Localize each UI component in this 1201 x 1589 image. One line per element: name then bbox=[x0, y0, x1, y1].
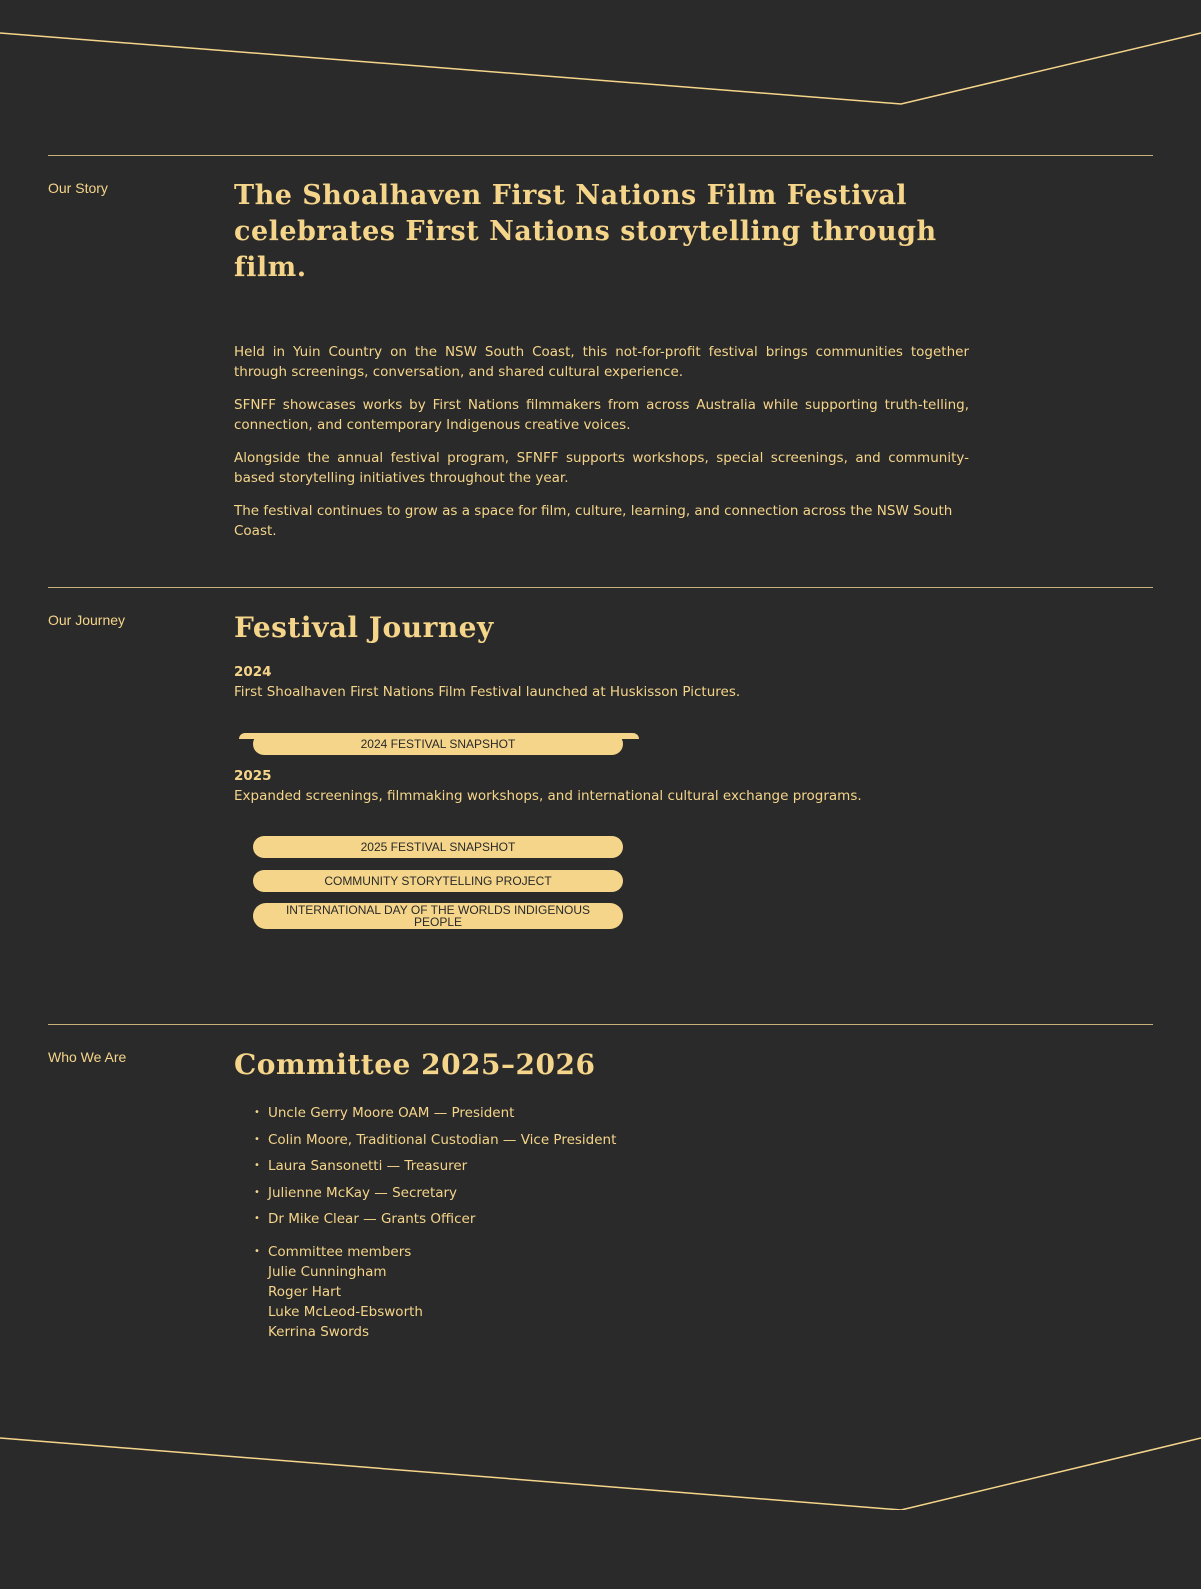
journey-title: Festival Journey bbox=[234, 611, 494, 644]
list-item: • Uncle Gerry Moore OAM — President bbox=[254, 1105, 515, 1121]
story-paragraph: The festival continues to grow as a space for film, culture, learning, and connection across the NSW South Coast. bbox=[234, 503, 953, 539]
bullet-icon: • bbox=[254, 1107, 260, 1118]
member-name: Kerrina Swords bbox=[268, 1324, 370, 1340]
story-paragraph: Held in Yuin Country on the NSW South Coast, this not-for-profit festival brings communities together through screenings, conversation, and shared cultural experience. bbox=[234, 344, 969, 380]
committee-title: Committee 2025–2026 bbox=[234, 1048, 596, 1081]
section-label-story: Our Story bbox=[48, 180, 108, 196]
timeline-text: First Shoalhaven First Nations Film Festival launched at Huskisson Pictures. bbox=[234, 684, 741, 700]
story-body bbox=[234, 178, 969, 554]
list-item: • Dr Mike Clear — Grants Officer bbox=[254, 1211, 476, 1227]
story-paragraph: Alongside the annual festival program, SFNFF supports workshops, special screenings, and community-based storytelling initiatives throughout the year. bbox=[234, 450, 969, 486]
story-title: The Shoalhaven First Nations Film Festival celebrates First Nations storytelling through film. bbox=[234, 180, 937, 283]
timeline-year: 2024 bbox=[234, 664, 272, 680]
journey-section bbox=[48, 587, 1153, 929]
committee-list bbox=[234, 1103, 969, 1342]
snapshot-2025-button[interactable]: 2025 FESTIVAL SNAPSHOT bbox=[253, 836, 623, 858]
committee-body bbox=[234, 1047, 969, 1349]
bullet-icon: • bbox=[254, 1133, 260, 1145]
section-label-committee: Who We Are bbox=[48, 1049, 127, 1065]
story-section bbox=[48, 155, 1153, 539]
bullet-icon: • bbox=[254, 1213, 260, 1224]
timeline-text: Expanded screenings, filmmaking workshops, and international cultural exchange programs. bbox=[234, 788, 862, 804]
bullet-icon: • bbox=[254, 1186, 260, 1198]
section-label-journey: Our Journey bbox=[48, 612, 126, 628]
top-decorative-line bbox=[0, 0, 1201, 110]
list-item-committee-members bbox=[254, 1242, 969, 1342]
list-item: • Colin Moore, Traditional Custodian — Vice President bbox=[254, 1131, 617, 1148]
member-name: Roger Hart bbox=[268, 1284, 342, 1300]
story-paragraphs bbox=[234, 342, 969, 541]
timeline-year: 2025 bbox=[234, 768, 272, 784]
list-item: • Laura Sansonetti — Treasurer bbox=[254, 1158, 468, 1174]
community-storytelling-button[interactable]: COMMUNITY STORYTELLING PROJECT bbox=[253, 870, 623, 892]
committee-section bbox=[48, 1024, 1153, 1340]
journey-body bbox=[234, 610, 969, 929]
list-item: • Julienne McKay — Secretary bbox=[254, 1184, 458, 1201]
bottom-decorative-line bbox=[0, 1400, 1201, 1510]
member-name: Luke McLeod-Ebsworth bbox=[268, 1304, 423, 1320]
bullet-icon: • bbox=[254, 1160, 260, 1171]
indigenous-peoples-day-button[interactable]: INTERNATIONAL DAY OF THE WORLDS INDIGENOUS PEOPLE bbox=[253, 903, 623, 929]
story-paragraph: SFNFF showcases works by First Nations filmmakers from across Australia while supporting truth-telling, connection, and contemporary Indigenous creative voices. bbox=[234, 397, 969, 433]
snapshot-2024-wrap bbox=[234, 733, 969, 755]
group-heading: Committee members bbox=[268, 1244, 412, 1260]
bullet-icon: • bbox=[254, 1246, 260, 1257]
member-name: Julie Cunningham bbox=[268, 1264, 387, 1280]
snapshot-2024-button[interactable]: 2024 FESTIVAL SNAPSHOT bbox=[253, 733, 623, 755]
